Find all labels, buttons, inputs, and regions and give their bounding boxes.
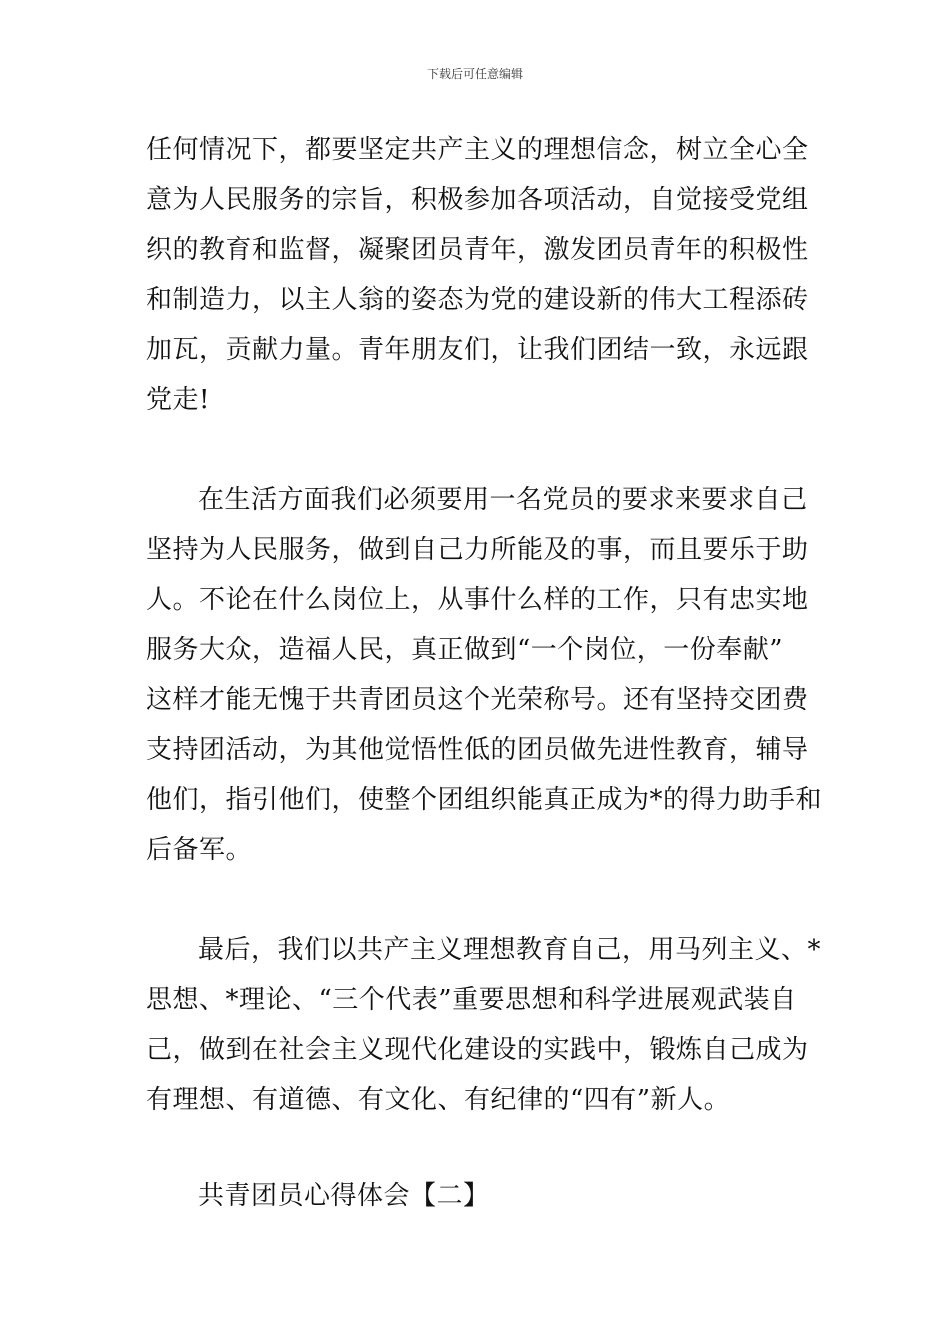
paragraph-2-line-3: 人。不论在什么岗位上，从事什么样的工作，只有忠实地 xyxy=(146,585,809,615)
paragraph-1-line-4: 和制造力，以主人翁的姿态为党的建设新的伟大工程添砖 xyxy=(146,285,809,315)
paragraph-2-line-5: 这样才能无愧于共青团员这个光荣称号。还有坚持交团费 xyxy=(146,685,809,715)
paragraph-1-line-1: 任何情况下，都要坚定共产主义的理想信念，树立全心全 xyxy=(146,135,809,165)
paragraph-3-line-4: 有理想、有道德、有文化、有纪律的“四有”新人。 xyxy=(146,1085,731,1115)
paragraph-1-line-2: 意为人民服务的宗旨，积极参加各项活动，自觉接受党组 xyxy=(146,185,809,215)
paragraph-2-line-7: 他们，指引他们，使整个团组织能真正成为*的得力助手和 xyxy=(146,785,823,815)
paragraph-3-line-1: 最后，我们以共产主义理想教育自己，用马列主义、* xyxy=(198,935,822,965)
paragraph-2-line-2: 坚持为人民服务，做到自己力所能及的事，而且要乐于助 xyxy=(146,535,809,565)
paragraph-2-line-1: 在生活方面我们必须要用一名党员的要求来要求自己 xyxy=(198,485,808,515)
paragraph-1-line-3: 织的教育和监督，凝聚团员青年，激发团员青年的积极性 xyxy=(146,235,809,265)
paragraph-2-line-8: 后备军。 xyxy=(146,835,253,865)
header-note: 下载后可任意编辑 xyxy=(426,67,523,81)
paragraph-2-line-4: 服务大众，造福人民，真正做到“一个岗位，一份奉献” xyxy=(146,635,784,665)
paragraph-3-line-2: 思想、*理论、“三个代表”重要思想和科学进展观武装自 xyxy=(146,985,797,1015)
paragraph-3-line-3: 己，做到在社会主义现代化建设的实践中，锻炼自己成为 xyxy=(146,1035,809,1065)
paragraph-1-line-6: 党走! xyxy=(146,385,210,415)
paragraph-2-line-6: 支持团活动，为其他觉悟性低的团员做先进性教育，辅导 xyxy=(146,735,809,765)
paragraph-1-line-5: 加瓦，贡献力量。青年朋友们，让我们团结一致，永远跟 xyxy=(146,335,809,365)
section-heading: 共青团员心得体会【二】 xyxy=(198,1181,490,1211)
